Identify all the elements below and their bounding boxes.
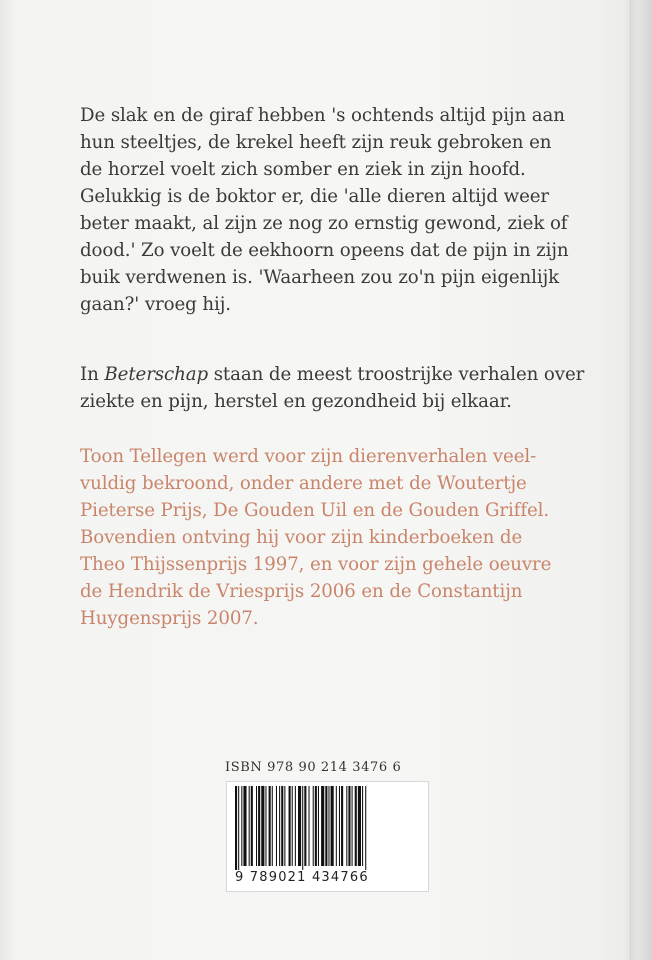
- text-line: de horzel voelt zich somber en ziek in zijn hoofd.: [80, 159, 526, 180]
- barcode-bar: [358, 786, 361, 866]
- barcode-bar: [238, 786, 239, 870]
- barcode-bar: [249, 786, 250, 866]
- barcode-bar: [336, 786, 337, 866]
- barcode-bar: [251, 786, 253, 866]
- barcode-bar: [365, 786, 366, 870]
- barcode-bar: [331, 786, 334, 866]
- text-rest: staan de meest troostrijke verhalen over: [208, 364, 585, 385]
- barcode-bar: [315, 786, 317, 866]
- barcode-bar: [355, 786, 357, 866]
- text-line: de Hendrik de Vriesprijs 2006 en de Constantijn: [80, 581, 523, 602]
- barcode-bar: [346, 786, 347, 866]
- barcode-bar: [295, 786, 296, 866]
- barcode-bar: [272, 786, 273, 866]
- barcode-bar: [276, 786, 277, 866]
- barcode-bar: [289, 786, 291, 866]
- barcode-bar: [265, 786, 266, 866]
- barcode-bar: [258, 786, 260, 866]
- text-line: Toon Tellegen werd voor zijn dierenverhalen veel-: [80, 446, 537, 467]
- barcode-bar: [352, 786, 353, 866]
- barcode-bar: [321, 786, 324, 866]
- text-line: ziekte en pijn, herstel en gezondheid bij elkaar.: [80, 391, 512, 412]
- barcode-bar: [348, 786, 350, 866]
- text-line: beter maakt, al zijn ze nog zo ernstig gewond, ziek of: [80, 213, 568, 234]
- isbn-label: ISBN 978 90 214 3476 6: [225, 760, 402, 775]
- barcode-bar: [328, 786, 329, 866]
- barcode-bar: [235, 786, 237, 870]
- barcode-bar: [256, 786, 257, 866]
- barcode-bar: [309, 786, 310, 866]
- book-title: Beterschap: [104, 364, 209, 385]
- text-line: [80, 364, 584, 385]
- barcode-bar: [298, 786, 301, 866]
- text-line: hun steeltjes, de krekel heeft zijn reuk gebroken en: [80, 132, 552, 153]
- barcode-bar: [284, 786, 285, 866]
- text-line: vuldig bekroond, onder andere met de Woutertje: [80, 473, 527, 494]
- text-line: Pieterse Prijs, De Gouden Uil en de Gouden Griffel.: [80, 500, 550, 521]
- barcode-bar: [241, 786, 242, 866]
- barcode-bar: [341, 786, 343, 866]
- barcode-bar: [362, 786, 363, 866]
- barcode-bar: [261, 786, 264, 866]
- text-line: Bovendien ontving hij voor zijn kinderboeken de: [80, 527, 523, 548]
- barcode-bar: [292, 786, 293, 866]
- barcode-bar: [281, 786, 283, 866]
- text-line: gaan?' vroeg hij.: [80, 294, 231, 315]
- blurb-paragraph-2: [80, 361, 585, 415]
- barcode: [226, 781, 429, 892]
- book-spine-edge: [626, 0, 652, 960]
- barcode-bar: [318, 786, 319, 866]
- barcode-bar: [279, 786, 280, 866]
- text-line: De slak en de giraf hebben 's ochtends altijd pijn aan: [80, 105, 565, 126]
- text-line: Huygensprijs 2007.: [80, 608, 259, 629]
- text-line: Gelukkig is de boktor er, die 'alle dieren altijd weer: [80, 186, 550, 207]
- text-prefix: In: [80, 364, 105, 385]
- barcode-bar: [339, 786, 340, 866]
- author-bio-paragraph: [80, 443, 550, 632]
- barcode-bar: [269, 786, 271, 866]
- text-line: buik verdwenen is. 'Waarheen zou zo'n pijn eigenlijk: [80, 267, 560, 288]
- barcode-bar: [302, 786, 303, 870]
- barcode-digits: 9 789021 434766: [235, 870, 369, 885]
- blurb-paragraph-1: [80, 102, 569, 318]
- text-line: dood.' Zo voelt de eekhoorn opeens dat de pijn in zijn: [80, 240, 569, 261]
- barcode-bar: [243, 786, 246, 866]
- text-line: Theo Thijssenprijs 1997, en voor zijn gehele oeuvre: [80, 554, 552, 575]
- barcode-bar: [325, 786, 327, 866]
- barcode-bar: [304, 786, 306, 866]
- barcode-bar: [313, 786, 314, 866]
